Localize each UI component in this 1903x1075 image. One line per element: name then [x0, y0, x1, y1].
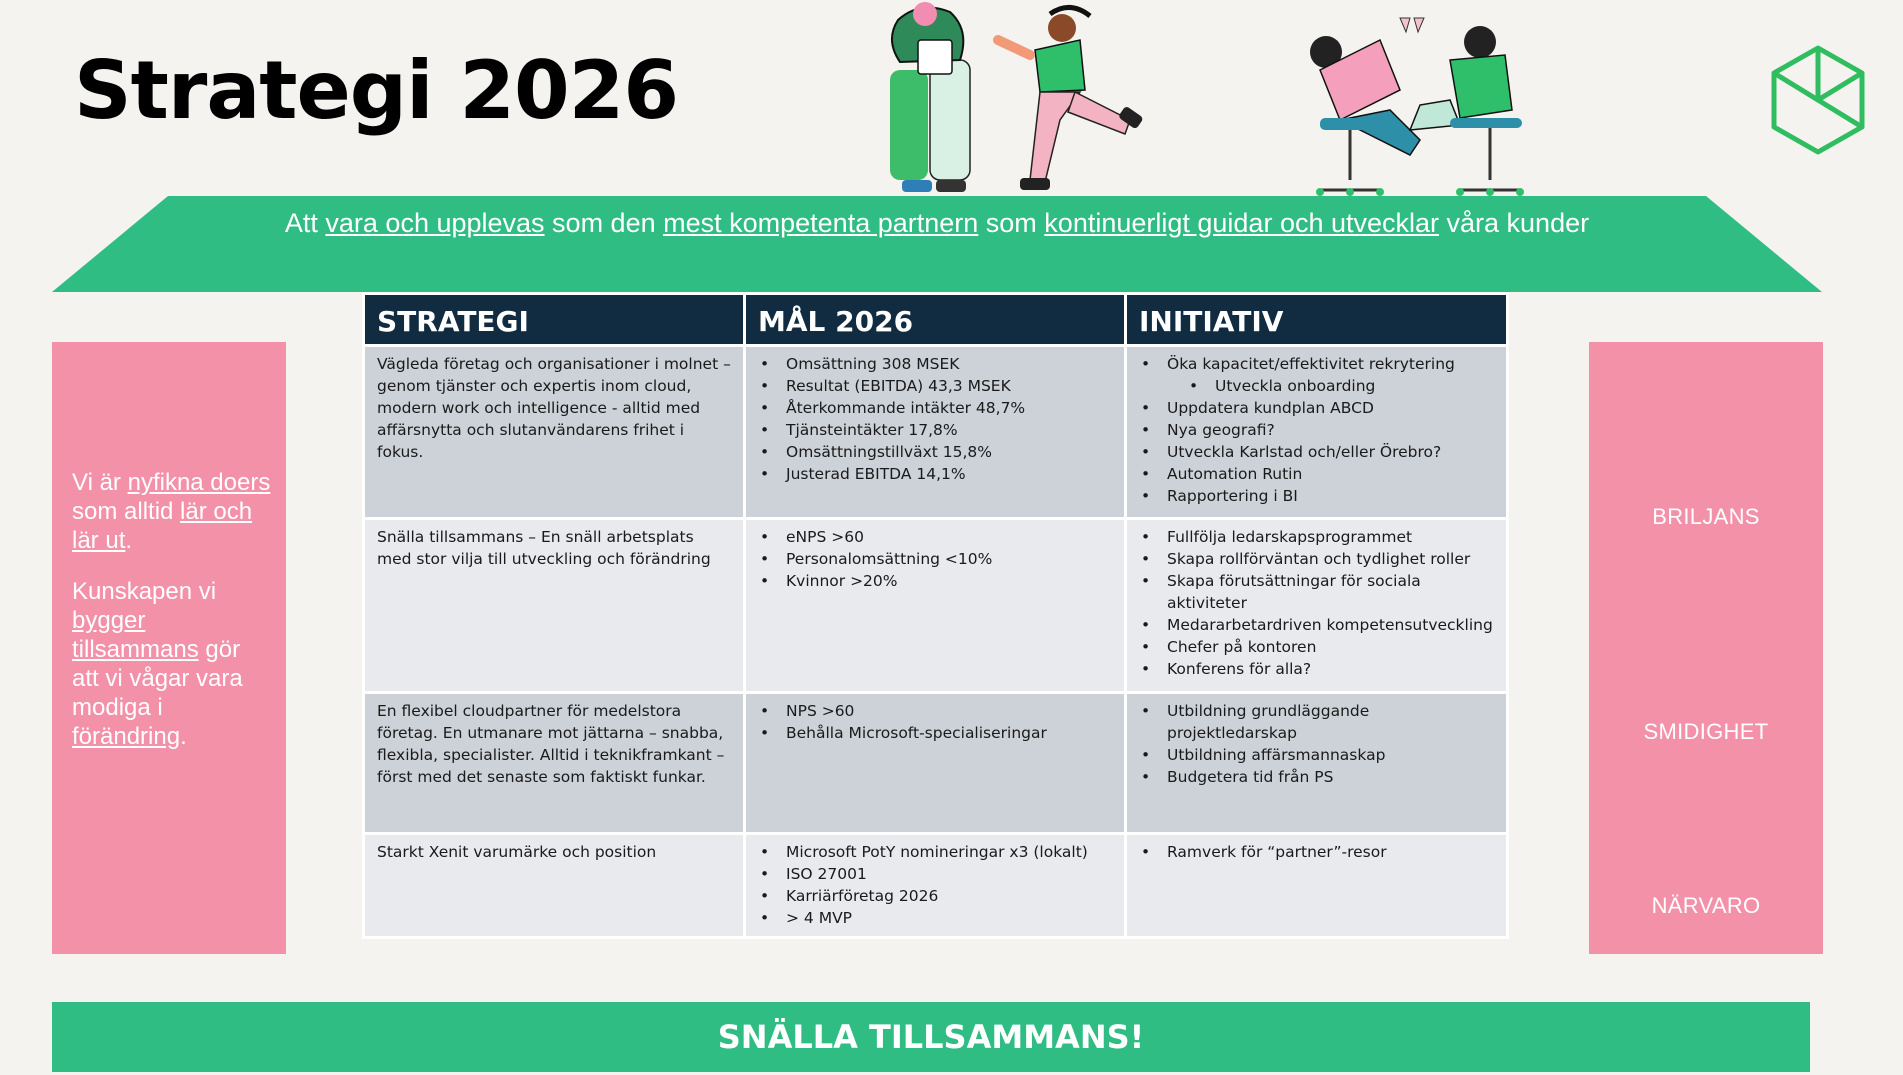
goal-item: • Karriärföretag 2026	[786, 885, 1112, 907]
pillar-highlight: lär och lär ut	[72, 498, 253, 554]
initiative-item: • Skapa rollförväntan och tydlighet roller	[1167, 548, 1494, 570]
initiative-item: • Ramverk för “partner”-resor	[1167, 841, 1494, 863]
vision-highlight: vara och upplevas	[325, 208, 545, 238]
initiatives-cell	[1126, 519, 1508, 693]
pillar-highlight: bygger tillsammans	[72, 607, 199, 663]
value-smidighet: SMIDIGHET	[1643, 719, 1769, 744]
goal-item: • > 4 MVP	[786, 907, 1112, 929]
initiative-item: • Öka kapacitet/effektivitet rekrytering	[1167, 353, 1494, 375]
goal-item: • Tjänsteintäkter 17,8%	[786, 419, 1112, 441]
slogan-banner: SNÄLLA TILLSAMMANS!	[52, 1002, 1810, 1072]
pillar-text: gör att vi vågar vara modiga i	[72, 636, 243, 721]
value-briljans: BRILJANS	[1652, 504, 1760, 529]
initiative-item: • Medararbetardriven kompetensutveckling	[1167, 614, 1494, 636]
strategy-cell: Snälla tillsammans – En snäll arbetsplats med stor vilja till utveckling och förändring	[364, 519, 745, 693]
initiatives-cell	[1126, 346, 1508, 519]
hexagon-cube-logo-icon	[1770, 44, 1866, 156]
goal-item: • Justerad EBITDA 14,1%	[786, 463, 1112, 485]
table-row	[364, 519, 1508, 693]
initiative-item: • Konferens för alla?	[1167, 658, 1494, 680]
goal-item: • Omsättningstillväxt 15,8%	[786, 441, 1112, 463]
goal-item: • ISO 27001	[786, 863, 1112, 885]
strategy-cell: Vägleda företag och organisationer i molnet – genom tjänster och expertis inom cloud, modern work och intelligence - alltid med affärsnytta och slutanvändarens frihet i fokus.	[364, 346, 745, 519]
goal-item: • Omsättning 308 MSEK	[786, 353, 1112, 375]
goal-item: • eNPS >60	[786, 526, 1112, 548]
left-pillar	[52, 342, 286, 954]
pillar-text: .	[180, 723, 187, 750]
goal-item: • Återkommande intäkter 48,7%	[786, 397, 1112, 419]
initiative-item: • Automation Rutin	[1167, 463, 1494, 485]
goal-item: • Personalomsättning <10%	[786, 548, 1112, 570]
vision-highlight: mest kompetenta partnern	[663, 208, 979, 238]
goal-item: • NPS >60	[786, 700, 1112, 722]
vision-roof	[52, 196, 1822, 292]
goals-cell	[745, 834, 1126, 938]
pillar-text: Kunskapen vi	[72, 578, 217, 605]
initiative-item: • Nya geografi?	[1167, 419, 1494, 441]
header-initiativ: INITIATIV	[1126, 294, 1508, 346]
initiatives-cell	[1126, 693, 1508, 834]
pillar-text: .	[125, 527, 133, 554]
header-mal-2026: MÅL 2026	[745, 294, 1126, 346]
page-title: Strategi 2026	[74, 44, 678, 137]
strategy-table	[362, 292, 1509, 939]
right-pillar	[1589, 342, 1823, 954]
pillar-text: Vi är	[72, 469, 128, 496]
strategy-cell: Starkt Xenit varumärke och position	[364, 834, 745, 938]
table-header-row	[364, 294, 1508, 346]
goals-cell	[745, 693, 1126, 834]
pillar-highlight: nyfikna doers	[127, 469, 271, 496]
people-toasting-illustration	[1300, 0, 1550, 200]
people-celebrating-illustration	[880, 0, 1170, 200]
initiative-subitem: • Utveckla onboarding	[1215, 375, 1494, 397]
strategy-cell: En flexibel cloudpartner för medelstora företag. En utmanare mot jättarna – snabba, flexibla, specialister. Alltid i teknikframkant – först med det senaste som faktiskt funkar.	[364, 693, 745, 834]
initiative-item: • Chefer på kontoren	[1167, 636, 1494, 658]
header-strategi: STRATEGI	[364, 294, 745, 346]
vision-text: Att	[284, 208, 326, 238]
vision-text: som	[978, 208, 1045, 238]
pillar-highlight: förändring	[72, 723, 181, 750]
initiative-item: • Skapa förutsättningar för sociala aktiviteter	[1167, 570, 1494, 614]
initiative-item: • Fullfölja ledarskapsprogrammet	[1167, 526, 1494, 548]
table-row	[364, 834, 1508, 938]
initiative-item: • Utbildning affärsmannaskap	[1167, 744, 1494, 766]
table-row	[364, 346, 1508, 519]
goal-item: • Resultat (EBITDA) 43,3 MSEK	[786, 375, 1112, 397]
vision-highlight: kontinuerligt guidar och utvecklar	[1044, 208, 1440, 238]
goals-cell	[745, 519, 1126, 693]
initiative-item: • Utbildning grundläggande projektledarskap	[1167, 700, 1494, 744]
initiative-item: • Utveckla Karlstad och/eller Örebro?	[1167, 441, 1494, 463]
goals-cell	[745, 346, 1126, 519]
vision-text: våra kunder	[1439, 208, 1590, 238]
initiative-item: • Uppdatera kundplan ABCD	[1167, 397, 1494, 419]
pillar-text: som alltid	[72, 498, 181, 525]
initiative-item: • Budgetera tid från PS	[1167, 766, 1494, 788]
goal-item: • Behålla Microsoft-specialiseringar	[786, 722, 1112, 744]
initiative-item: • Rapportering i BI	[1167, 485, 1494, 507]
vision-text: som den	[544, 208, 664, 238]
vision-statement	[52, 208, 1822, 239]
initiatives-cell	[1126, 834, 1508, 938]
culture-statement	[72, 468, 272, 773]
table-row	[364, 693, 1508, 834]
value-narvaro: NÄRVARO	[1651, 893, 1761, 918]
goal-item: • Kvinnor >20%	[786, 570, 1112, 592]
goal-item: • Microsoft PotY nomineringar x3 (lokalt)	[786, 841, 1112, 863]
